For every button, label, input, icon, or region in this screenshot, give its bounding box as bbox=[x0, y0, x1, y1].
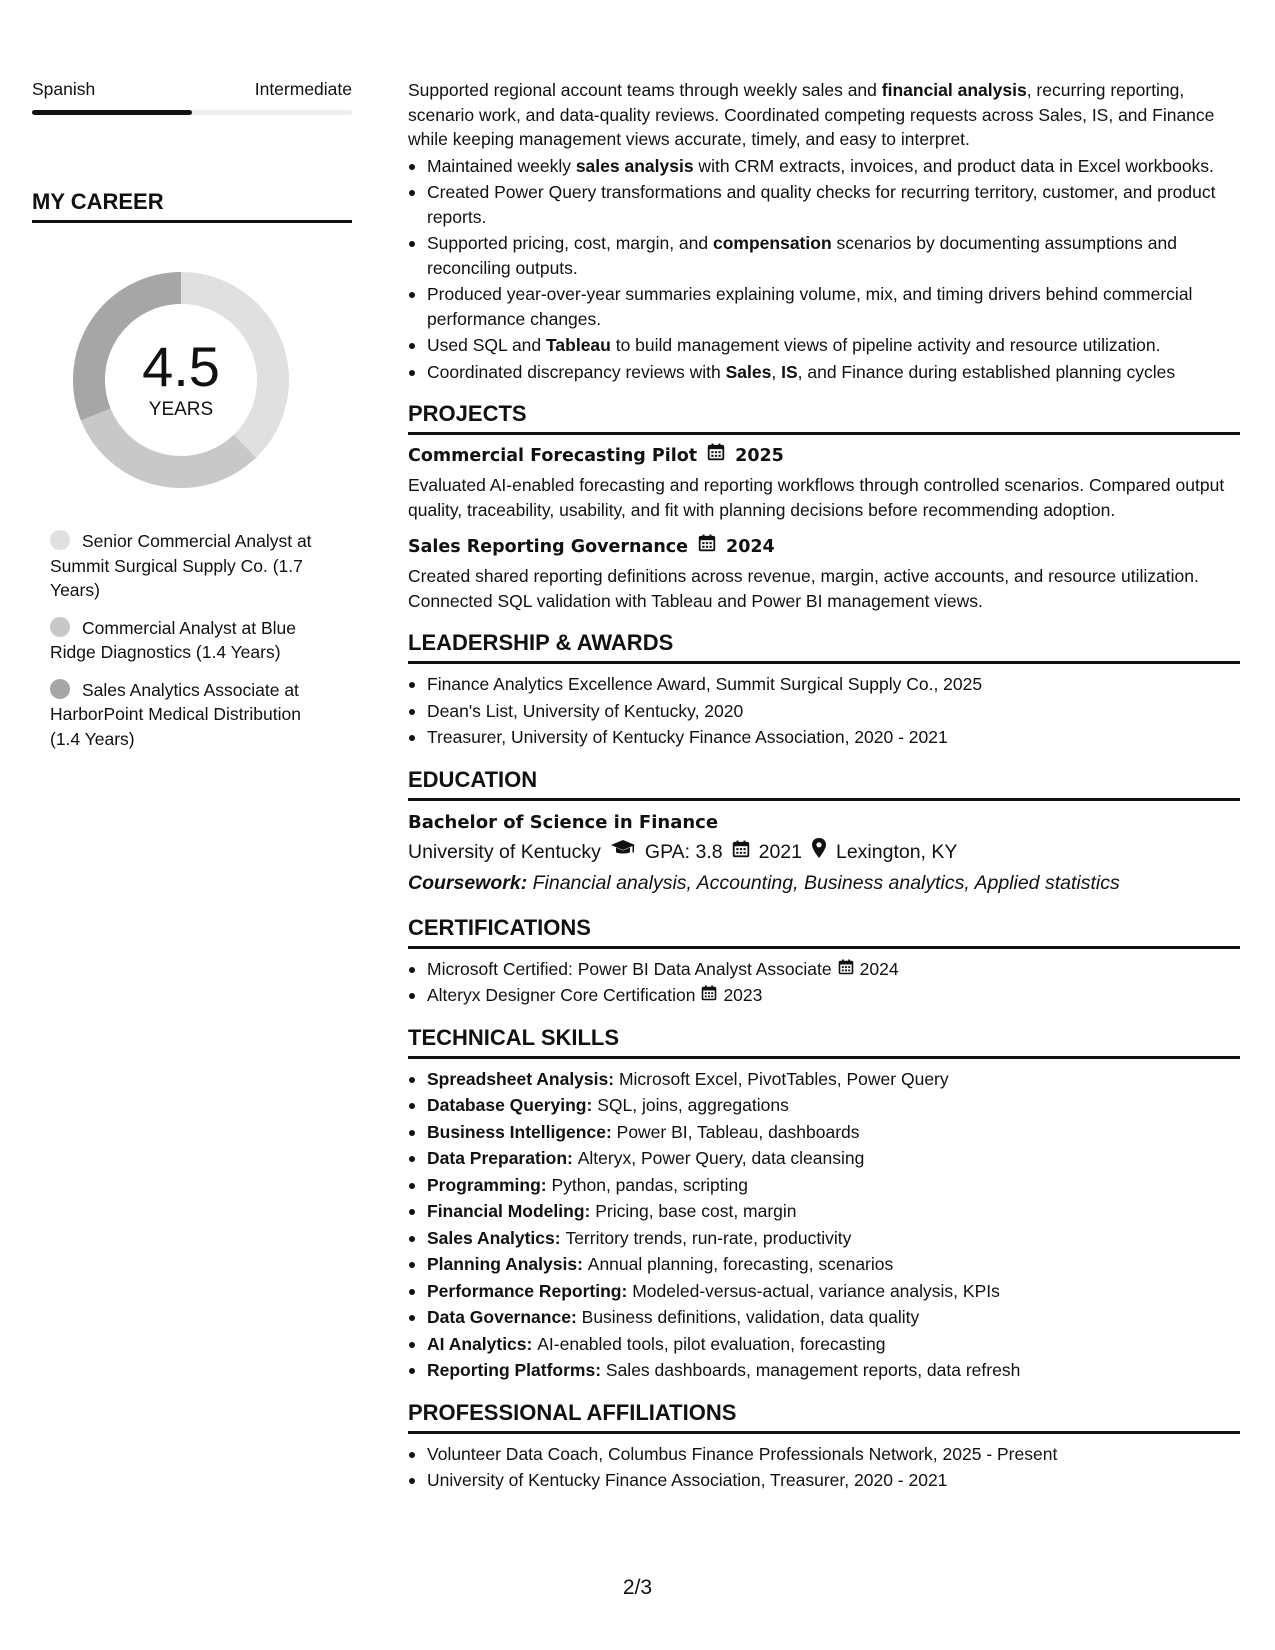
certification-name: Microsoft Certified: Power BI Data Analyst Associate bbox=[427, 958, 832, 979]
language-level: Intermediate bbox=[254, 79, 352, 99]
language-proficiency-fill bbox=[32, 110, 192, 115]
skill-value: Territory trends, run-rate, productivity bbox=[565, 1227, 852, 1248]
map-pin-icon bbox=[811, 837, 827, 868]
skill-label: Financial Modeling: bbox=[427, 1201, 596, 1221]
skill-value: AI-enabled tools, pilot evaluation, forecasting bbox=[537, 1333, 886, 1354]
skill-label: Performance Reporting: bbox=[427, 1280, 633, 1301]
skill-item bbox=[408, 1226, 1240, 1251]
text-run: , and Finance during established planning cycles bbox=[797, 361, 1176, 382]
experience-bullets bbox=[408, 154, 1240, 385]
leadership-item: Treasurer, University of Kentucky Finance Association, 2020 - 2021 bbox=[408, 725, 1240, 750]
project-year: 2024 bbox=[726, 537, 775, 557]
certification-year: 2024 bbox=[859, 958, 899, 979]
career-total-unit: YEARS bbox=[148, 399, 214, 420]
donut-center bbox=[66, 265, 296, 495]
certification-item bbox=[408, 957, 1240, 982]
education-section bbox=[408, 766, 1240, 898]
skill-value: Annual planning, forecasting, scenarios bbox=[587, 1254, 894, 1274]
project-name: Sales Reporting Governance bbox=[408, 537, 689, 557]
calendar-icon bbox=[732, 837, 750, 867]
skill-label: Data Governance: bbox=[427, 1307, 582, 1327]
skill-value: Sales dashboards, management reports, data refresh bbox=[605, 1360, 1021, 1380]
certification-name: Alteryx Designer Core Certification bbox=[427, 985, 696, 1005]
calendar-icon bbox=[698, 534, 716, 560]
text-run: Used SQL and bbox=[427, 335, 547, 355]
language-name: Spanish bbox=[32, 79, 96, 99]
experience-bullet bbox=[408, 154, 1240, 179]
skill-value: Python, pandas, scripting bbox=[551, 1174, 748, 1195]
skills-section bbox=[408, 1024, 1240, 1383]
skill-item bbox=[408, 1332, 1240, 1357]
affiliations-section bbox=[408, 1399, 1240, 1493]
education-title: EDUCATION bbox=[408, 766, 1240, 801]
text-run: Coordinated discrepancy reviews with bbox=[427, 361, 726, 382]
skill-value: Alteryx, Power Query, data cleansing bbox=[577, 1148, 865, 1168]
skill-label: Programming: bbox=[427, 1174, 552, 1195]
skill-value: Power BI, Tableau, dashboards bbox=[616, 1121, 860, 1142]
education-meta bbox=[408, 837, 1240, 868]
legend-dot bbox=[50, 679, 70, 699]
skill-label: Spreadsheet Analysis: bbox=[427, 1068, 619, 1089]
left-column bbox=[32, 78, 352, 764]
page-number: 2/3 bbox=[622, 1576, 653, 1599]
skill-item bbox=[408, 1146, 1240, 1171]
career-legend bbox=[32, 529, 332, 751]
projects-section bbox=[408, 400, 1240, 613]
skill-label: AI Analytics: bbox=[427, 1333, 538, 1354]
experience-bullet bbox=[408, 180, 1240, 229]
text-run: , bbox=[771, 361, 782, 382]
calendar-icon bbox=[707, 443, 725, 469]
skill-value: Pricing, base cost, margin bbox=[595, 1201, 797, 1221]
education-school: University of Kentucky bbox=[408, 841, 601, 863]
text-run: Maintained weekly bbox=[427, 155, 576, 176]
language-proficiency-bar bbox=[32, 110, 352, 115]
skill-item bbox=[408, 1199, 1240, 1224]
affiliations-list bbox=[408, 1442, 1240, 1493]
career-legend-item bbox=[50, 616, 332, 665]
career-legend-item bbox=[50, 678, 332, 752]
text-run: to build management views of pipeline activity and resource utilization. bbox=[610, 335, 1161, 355]
text-run: Supported pricing, cost, margin, and bbox=[427, 233, 713, 253]
projects-title: PROJECTS bbox=[408, 400, 1240, 435]
experience-summary bbox=[408, 78, 1240, 152]
skills-list bbox=[408, 1067, 1240, 1383]
career-donut-chart bbox=[66, 265, 296, 495]
text-run: , recurring reporting, scenario work, and data-quality reviews. Coordinated competing requests across Sales, IS, and Finance while keeping management views accurate, timely, and easy to interpret. bbox=[408, 80, 1215, 149]
bold-keyword: Sales bbox=[725, 361, 772, 382]
skill-label: Sales Analytics: bbox=[427, 1227, 566, 1248]
certifications-list bbox=[408, 957, 1240, 1008]
affiliation-item: Volunteer Data Coach, Columbus Finance Professionals Network, 2025 - Present bbox=[408, 1442, 1240, 1467]
text-run: scenarios by documenting assumptions and reconciling outputs. bbox=[427, 233, 1177, 278]
certification-year: 2023 bbox=[723, 985, 763, 1005]
leadership-item: Dean's List, University of Kentucky, 2020 bbox=[408, 699, 1240, 724]
skill-label: Business Intelligence: bbox=[427, 1121, 617, 1142]
skill-value: Business definitions, validation, data quality bbox=[581, 1307, 920, 1327]
project-header bbox=[408, 534, 1240, 560]
text-run: Created Power Query transformations and quality checks for recurring territory, customer, and product reports. bbox=[427, 182, 1216, 227]
career-legend-label: Senior Commercial Analyst at Summit Surgical Supply Co. (1.7 Years) bbox=[50, 531, 312, 600]
leadership-section bbox=[408, 629, 1240, 750]
project-name: Commercial Forecasting Pilot bbox=[408, 446, 698, 466]
legend-dot bbox=[50, 617, 70, 637]
bold-keyword: IS bbox=[781, 361, 798, 382]
skill-value: Modeled-versus-actual, variance analysis, KPIs bbox=[632, 1280, 1000, 1301]
experience-bullet bbox=[408, 333, 1240, 358]
bold-keyword: Tableau bbox=[546, 335, 611, 355]
leadership-item: Finance Analytics Excellence Award, Summit Surgical Supply Co., 2025 bbox=[408, 672, 1240, 697]
skill-item bbox=[408, 1358, 1240, 1383]
career-legend-label: Sales Analytics Associate at HarborPoint Medical Distribution (1.4 Years) bbox=[50, 679, 301, 749]
leadership-list bbox=[408, 672, 1240, 750]
project-header bbox=[408, 443, 1240, 469]
skill-item bbox=[408, 1252, 1240, 1277]
career-heading: MY CAREER bbox=[32, 189, 352, 223]
bold-keyword: compensation bbox=[713, 233, 832, 253]
text-run: with CRM extracts, invoices, and product data in Excel workbooks. bbox=[693, 155, 1214, 176]
skill-label: Database Querying: bbox=[427, 1095, 598, 1115]
education-degree: Bachelor of Science in Finance bbox=[408, 811, 719, 833]
skill-value: Microsoft Excel, PivotTables, Power Query bbox=[618, 1068, 949, 1089]
skills-title: TECHNICAL SKILLS bbox=[408, 1024, 1240, 1059]
education-year: 2021 bbox=[758, 841, 802, 863]
leadership-title: LEADERSHIP & AWARDS bbox=[408, 629, 1240, 664]
coursework-value: Financial analysis, Accounting, Business analytics, Applied statistics bbox=[532, 871, 1120, 894]
career-legend-label: Commercial Analyst at Blue Ridge Diagnostics (1.4 Years) bbox=[50, 617, 296, 662]
bold-keyword: sales analysis bbox=[575, 155, 694, 176]
skill-label: Data Preparation: bbox=[427, 1148, 578, 1168]
text-run: Supported regional account teams through weekly sales and bbox=[408, 80, 882, 100]
project-description: Evaluated AI-enabled forecasting and reporting workflows through controlled scenarios. Compared output quality, traceability, usability, and fit with planning decisions before recommending adoption. bbox=[408, 475, 1225, 520]
skill-label: Reporting Platforms: bbox=[427, 1360, 606, 1380]
skill-value: SQL, joins, aggregations bbox=[597, 1095, 789, 1115]
coursework-label: Coursework: bbox=[408, 871, 528, 894]
education-coursework bbox=[408, 868, 1240, 898]
legend-dot bbox=[50, 530, 70, 550]
calendar-icon bbox=[701, 983, 717, 1008]
language-row bbox=[32, 78, 352, 100]
graduation-cap-icon bbox=[610, 837, 636, 867]
skill-item bbox=[408, 1173, 1240, 1198]
skill-item bbox=[408, 1305, 1240, 1330]
skill-label: Planning Analysis: bbox=[427, 1254, 588, 1274]
certifications-title: CERTIFICATIONS bbox=[408, 914, 1240, 949]
certifications-section bbox=[408, 914, 1240, 1008]
career-legend-item bbox=[50, 529, 332, 603]
project-description: Created shared reporting definitions across revenue, margin, active accounts, and resource utilization. Connected SQL validation with Tableau and Power BI management views. bbox=[408, 566, 1199, 611]
skill-item bbox=[408, 1279, 1240, 1304]
certification-item bbox=[408, 983, 1240, 1008]
text-run: Produced year-over-year summaries explaining volume, mix, and timing drivers behind commercial performance changes. bbox=[427, 284, 1193, 329]
calendar-icon bbox=[838, 957, 854, 982]
right-column bbox=[408, 78, 1240, 1495]
career-total-value: 4.5 bbox=[142, 335, 220, 398]
skill-item bbox=[408, 1120, 1240, 1145]
experience-bullet bbox=[408, 231, 1240, 280]
project-year: 2025 bbox=[735, 446, 784, 466]
education-location: Lexington, KY bbox=[835, 841, 958, 863]
skill-item bbox=[408, 1067, 1240, 1092]
education-gpa: GPA: 3.8 bbox=[644, 841, 723, 863]
bold-keyword: financial analysis bbox=[881, 80, 1027, 100]
skill-item bbox=[408, 1093, 1240, 1118]
affiliation-item: University of Kentucky Finance Association, Treasurer, 2020 - 2021 bbox=[408, 1468, 1240, 1493]
experience-bullet bbox=[408, 360, 1240, 385]
affiliations-title: PROFESSIONAL AFFILIATIONS bbox=[408, 1399, 1240, 1434]
experience-bullet bbox=[408, 282, 1240, 331]
